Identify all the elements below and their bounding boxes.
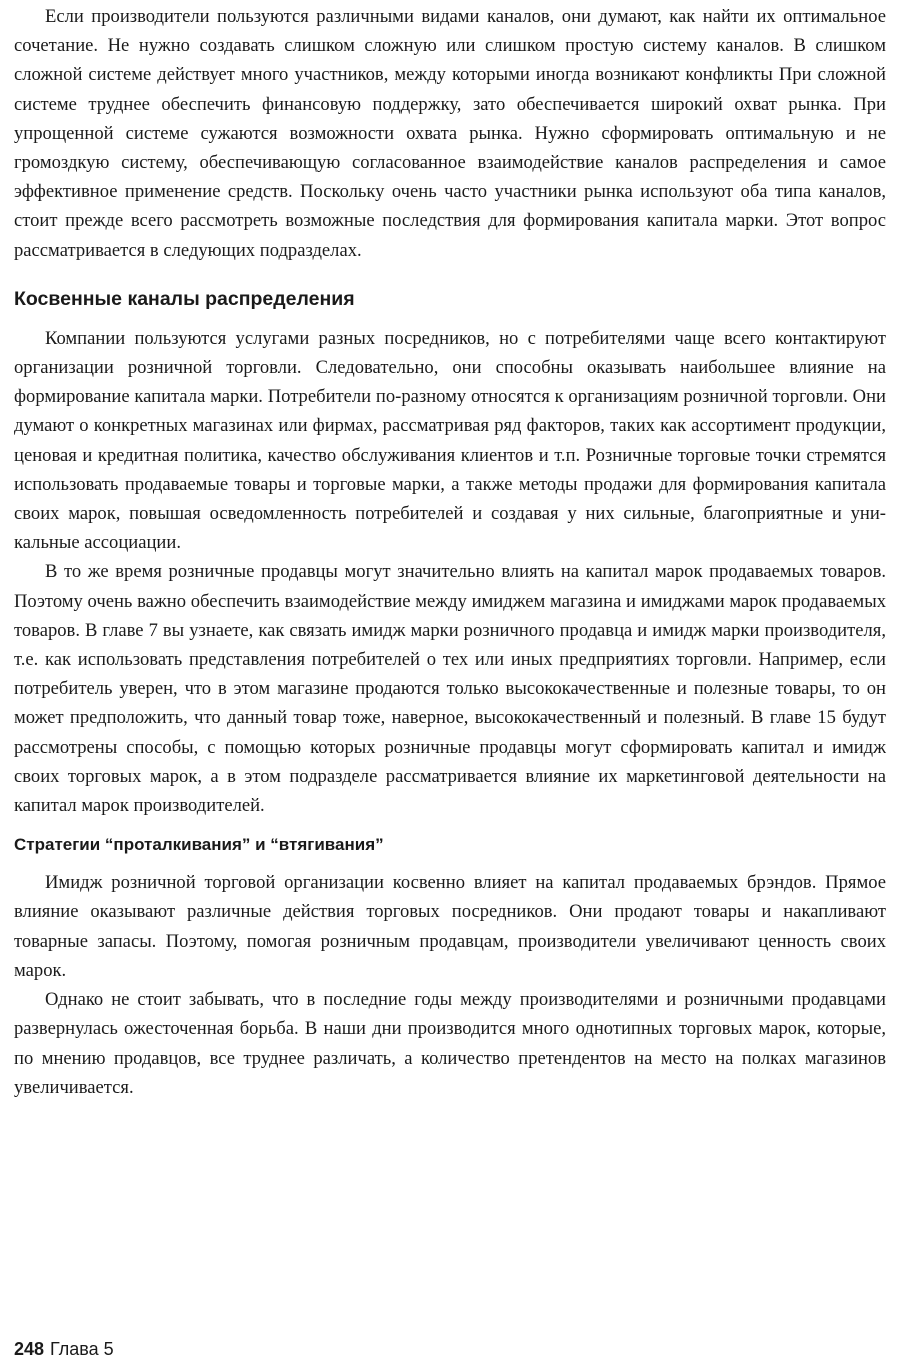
paragraph-push-pull-1: Имидж розничной торговой организации косвенно влияет на капитал продаваемых брэндов. Прямое влияние оказывают различные действия торговых посредников. Они продают товары и накапливают товарные запасы. Поэтому, помогая розничным продавцам, производители увеличивают ценность своих марок. xyxy=(14,872,886,981)
paragraph-indirect-2: В то же время розничные продавцы могут значительно влиять на капитал марок продаваемых товаров. Поэтому очень важно обеспечить взаимодействие между имиджем магазина и имиджами марок продаваемых товаров. В главе 7 вы узнаете, как связать имидж марки розничного продавца и имидж марки производителя, т.е. как использовать представления потребителей о тех или иных предприятиях торговли. Например, если потребитель уверен, что в этом магазине продаются только высококачественные и полезные товары, то он может предположить, что данный товар тоже, наверное, высококачественный и полезный. В главе 15 будут рассмотрены способы, с помощью которых розничные продавцы могут сформировать капитал и имидж своих торговых марок, а в этом подразделе рассматривается влияние их маркетинговой деятельности на капитал марок производителей. xyxy=(14,561,886,817)
page-body xyxy=(14,2,886,1102)
page-footer xyxy=(14,1336,114,1362)
chapter-label: Глава 5 xyxy=(50,1339,114,1359)
paragraph-indirect-1: Компании пользуются услугами разных посредников, но с потребителями чаще всего контактируют организации розничной торговли. Следовательно, они способны оказывать наибольшее влияние на формирование капитала марки. Потребители по-разному относятся к организациям розничной торговли. Они думают о конкретных магазинах или фирмах, рассматривая ряд факторов, таких как ассортимент продукции, ценовая и кредитная политика, качество обслуживания клиентов и т.п. Розничные торговые точки стремятся использовать продаваемые товары и торговые марки, а также методы продажи для формирования капитала своих марок, повышая осведомленность потребителей и создавая у них сильные, благоприятные и уникальные ассоциации. xyxy=(14,327,886,554)
paragraph-intro: Если производители пользуются различными видами каналов, они думают, как найти их оптимальное сочетание. Не нужно создавать слишком сложную или слишком простую систему каналов. В слишком сложной системе действует много участников, между которыми иногда возникают конфликты При сложной системе труднее обеспечить финансовую поддержку, зато обеспечивается широкий охват рынка. При упрощенной системе сужаются возможности охвата рынка. Нужно сформировать оптимальную и не громоздкую систему, обеспечивающую согласованное взаимодействие каналов распределения и самое эффективное применение средств. Поскольку очень часто участники рынка используют оба типа каналов, стоит прежде всего рассмотреть возможные последствия для формирования капитала марки. Этот вопрос рассматривается в следующих подразделах. xyxy=(14,6,886,261)
section-heading-indirect-channels: Косвенные каналы распределения xyxy=(14,287,355,310)
subsection-heading-push-pull: Стратегии “проталкивания” и “втягивания” xyxy=(14,835,384,855)
paragraph-push-pull-2: Однако не стоит забывать, что в последние годы между производителями и розничными продавцами развернулась ожесточенная борьба. В наши дни производится много однотипных торговых марок, которые, по мнению продавцов, все труднее различать, а количество претендентов на место на полках магазинов увеличивается. xyxy=(14,989,886,1098)
page-number: 248 xyxy=(14,1339,45,1359)
